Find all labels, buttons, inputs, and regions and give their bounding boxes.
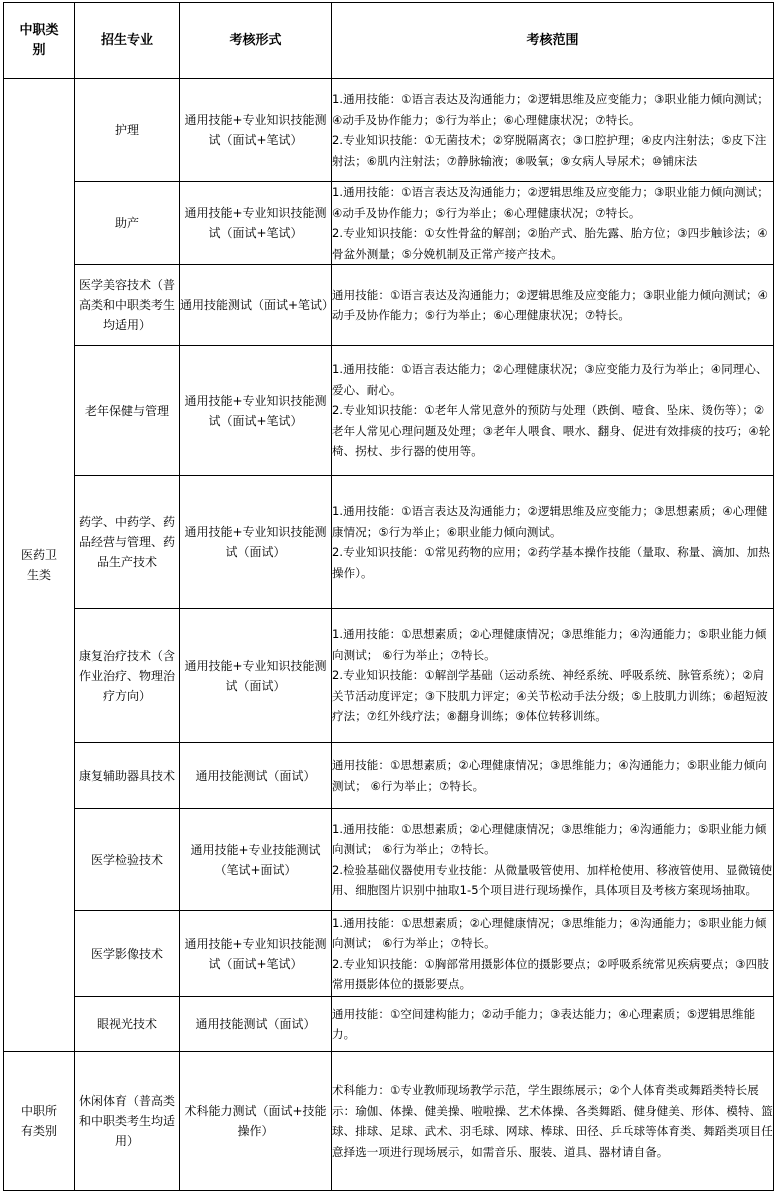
scope-line: 2.专业知识技能：①解剖学基础（运动系统、神经系统、呼吸系统、脉管系统）；②肩关节活动度评定；③下肢肌力评定；④关节松动手法分级；⑤上肢肌力训练；⑥超短波疗法；⑦红外线疗法；⑧翻身训练；⑨体位转移训练。: [332, 668, 769, 724]
scope-cell: [332, 911, 774, 997]
scope-line: 1.通用技能：①语言表达及沟通能力；②逻辑思维及应变能力；③职业能力倾向测试；④动手及协作能力；⑤行为举止；⑥心理健康状况；⑦特长。: [332, 185, 769, 220]
form-cell: 通用技能测试（面试）: [180, 743, 332, 809]
table-row: [4, 997, 774, 1052]
form-cell: 通用技能+专业知识技能测试（面试）: [180, 609, 332, 743]
scope-cell: [332, 346, 774, 476]
scope-line: 2.专业知识技能：①胸部常用摄影体位的摄影要点；②呼吸系统常见疾病要点；③四肢常用摄影体位的摄影要点。: [332, 956, 769, 991]
category-cell: 医药卫生类: [4, 79, 75, 1052]
form-cell: 通用技能测试（面试+笔试）: [180, 265, 332, 346]
form-cell: 通用技能+专业知识技能测试（面试+笔试）: [180, 346, 332, 476]
table-row: [4, 911, 774, 997]
major-cell: 休闲体育（普高类和中职类考生均适用）: [75, 1052, 180, 1191]
scope-line: 2.专业知识技能：①无菌技术；②穿脱隔离衣；③口腔护理；④皮内注射法；⑤皮下注射法；⑥肌内注射法；⑦静脉输液；⑧吸氧；⑨女病人导尿术；⑩铺床法: [332, 133, 767, 168]
major-cell: 护理: [75, 79, 180, 182]
scope-line: 2.专业知识技能：①女性骨盆的解剖；②胎产式、胎先露、胎方位；③四步触诊法；④骨盆外测量；⑤分娩机制及正常产接产技术。: [332, 226, 768, 261]
table-row: [4, 79, 774, 182]
scope-line: 1.通用技能：①思想素质；②心理健康情况；③思维能力；④沟通能力；⑤职业能力倾向测试； ⑥行为举止；⑦特长。: [332, 627, 767, 662]
scope-cell: [332, 1052, 774, 1191]
scope-cell: [332, 743, 774, 809]
form-cell: 通用技能+专业知识技能测试（面试+笔试）: [180, 182, 332, 265]
major-cell: 医学美容技术（普高类和中职类考生均适用）: [75, 265, 180, 346]
form-cell: 通用技能+专业知识技能测试（面试）: [180, 476, 332, 609]
header-category: 中职类别: [4, 3, 75, 79]
scope-line: 术科能力：①专业教师现场教学示范，学生跟练展示；②个人体育类或舞蹈类特长展示：瑜伽、体操、健美操、啦啦操、艺术体操、各类舞蹈、健身健美、形体、模特、篮球、排球、足球、武术、羽毛球、网球、棒球、田径、乒乓球等体育类、舞蹈类项目任意择选一项进行现场展示，如需音乐、服装、道具、器材请自备。: [332, 1083, 773, 1159]
major-cell: 医学影像技术: [75, 911, 180, 997]
table-row: [4, 265, 774, 346]
table-row: [4, 1052, 774, 1191]
scope-cell: [332, 265, 774, 346]
scope-cell: [332, 476, 774, 609]
major-cell: 药学、中药学、药品经营与管理、药品生产技术: [75, 476, 180, 609]
form-cell: 通用技能+专业技能测试（笔试+面试）: [180, 809, 332, 911]
scope-line: 2.专业知识技能：①常见药物的应用；②药学基本操作技能（量取、称量、滴加、加热操作）。: [332, 545, 770, 580]
form-cell: 通用技能测试（面试）: [180, 997, 332, 1052]
table-row: [4, 182, 774, 265]
major-cell: 医学检验技术: [75, 809, 180, 911]
scope-cell: [332, 809, 774, 911]
header-row: [4, 3, 774, 79]
table-row: [4, 609, 774, 743]
major-cell: 老年保健与管理: [75, 346, 180, 476]
major-cell: 康复治疗技术（含作业治疗、物理治疗方向）: [75, 609, 180, 743]
form-cell: 通用技能+专业知识技能测试（面试+笔试）: [180, 79, 332, 182]
scope-line: 1.通用技能：①语言表达能力；②心理健康状况；③应变能力及行为举止；④同理心、爱心、耐心。: [332, 362, 768, 397]
scope-line: 通用技能：①语言表达及沟通能力；②逻辑思维及应变能力；③职业能力倾向测试；④动手及协作能力；⑤行为举止；⑥心理健康状况；⑦特长。: [332, 287, 769, 322]
scope-cell: [332, 609, 774, 743]
exam-table: [3, 2, 774, 1191]
scope-line: 1.通用技能：①语言表达及沟通能力；②逻辑思维及应变能力；③职业能力倾向测试；④动手及协作能力；⑤行为举止；⑥心理健康状况；⑦特长。: [332, 92, 769, 127]
table-row: [4, 743, 774, 809]
scope-line: 2.专业知识技能：①老年人常见意外的预防与处理（跌倒、噎食、坠床、烫伤等）；②老年人常见心理问题及处理；③老年人喂食、喂水、翻身、促进有效排痰的技巧；④轮椅、拐杖、步行器的使用等。: [332, 403, 771, 459]
header-form: 考核形式: [180, 3, 332, 79]
table-row: [4, 809, 774, 911]
header-scope: 考核范围: [332, 3, 774, 79]
major-cell: 康复辅助器具技术: [75, 743, 180, 809]
table-row: [4, 476, 774, 609]
major-cell: 眼视光技术: [75, 997, 180, 1052]
scope-cell: [332, 182, 774, 265]
scope-line: 通用技能：①思想素质；②心理健康情况；③思维能力；④沟通能力；⑤职业能力倾向测试； ⑥行为举止；⑦特长。: [332, 758, 767, 793]
scope-line: 2.检验基础仪器使用专业技能：从微量吸管使用、加样枪使用、移液管使用、显微镜使用、细胞图片识别中抽取1-5个项目进行现场操作，具体项目及考核方案现场抽取。: [332, 862, 773, 897]
scope-line: 1.通用技能：①语言表达及沟通能力；②逻辑思维及应变能力；③思想素质；④心理健康情况；⑤行为举止；⑥职业能力倾向测试。: [332, 504, 768, 539]
header-major: 招生专业: [75, 3, 180, 79]
scope-cell: [332, 79, 774, 182]
scope-line: 1.通用技能：①思想素质；②心理健康情况；③思维能力；④沟通能力；⑤职业能力倾向测试； ⑥行为举止；⑦特长。: [332, 915, 767, 950]
form-cell: 术科能力测试（面试+技能操作）: [180, 1052, 332, 1191]
form-cell: 通用技能+专业知识技能测试（面试+笔试）: [180, 911, 332, 997]
scope-line: 1.通用技能：①思想素质；②心理健康情况；③思维能力；④沟通能力；⑤职业能力倾向测试； ⑥行为举止；⑦特长。: [332, 821, 767, 856]
table-row: [4, 346, 774, 476]
major-cell: 助产: [75, 182, 180, 265]
scope-line: 通用技能：①空间建构能力；②动手能力；③表达能力；④心理素质；⑤逻辑思维能力。: [332, 1006, 756, 1041]
category-cell: 中职所有类别: [4, 1052, 75, 1191]
scope-cell: [332, 997, 774, 1052]
